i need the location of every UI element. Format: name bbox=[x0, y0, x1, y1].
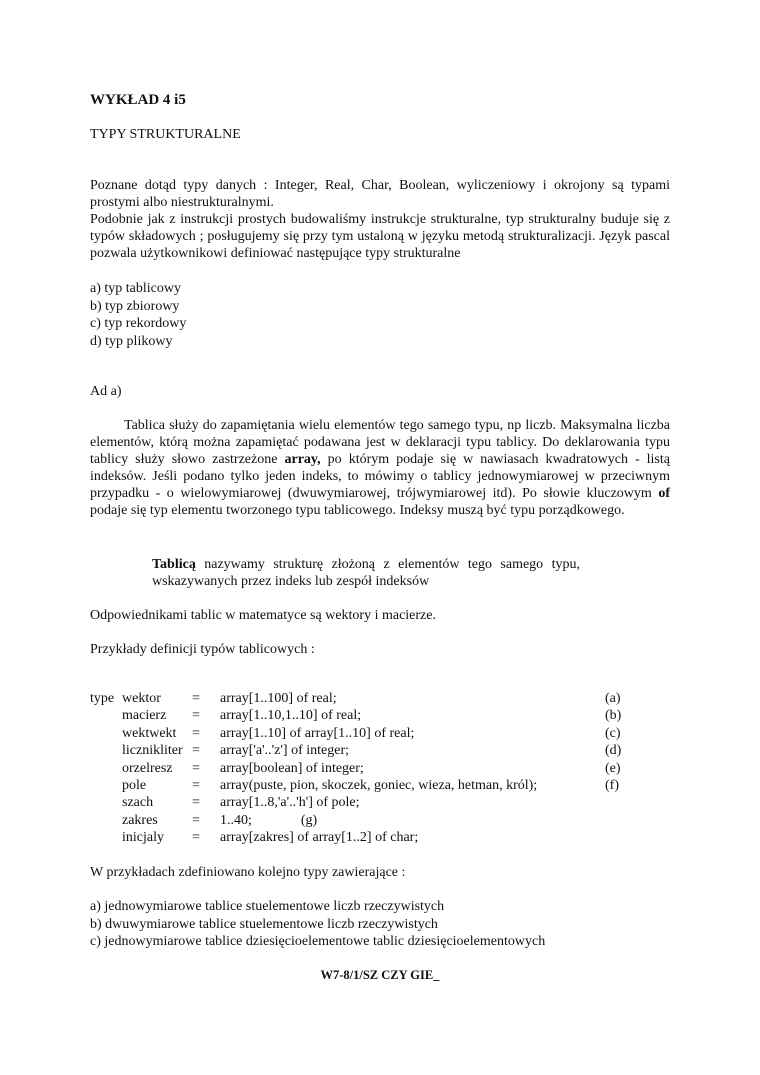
keyword-array: array, bbox=[284, 452, 321, 467]
code-row: licznikliter = array['a'..'z'] of integer; (d) bbox=[122, 743, 622, 759]
code-row: type wektor = array[1..100] of real; (a) bbox=[90, 691, 621, 706]
types-list bbox=[90, 280, 186, 350]
list-item: b) typ zbiorowy bbox=[90, 298, 180, 314]
code-row: orzelresz = array[boolean] of integer; (e) bbox=[122, 760, 621, 776]
page-title: WYKŁAD 4 i5 bbox=[90, 92, 186, 108]
contains-heading: W przykładach zdefiniowano kolejno typy zawierające : bbox=[90, 865, 406, 880]
list-item: c) jednowymiarowe tablice dziesięcioelementowe tablic dziesięcioelementowych bbox=[90, 934, 546, 949]
definition-box bbox=[152, 556, 580, 590]
list-item: a) typ tablicowy bbox=[90, 281, 181, 296]
list-item: c) typ rekordowy bbox=[90, 316, 187, 331]
list-item: d) typ plikowy bbox=[90, 333, 173, 349]
code-row: macierz = array[1..10,1..10] of real; (b) bbox=[122, 708, 622, 724]
type-keyword: type bbox=[90, 691, 115, 706]
intro-paragraph-2: Podobnie jak z instrukcji prostych budowaliśmy instrukcje strukturalne, typ strukturalny buduje się z typów składowych ; posługujemy się przy tym ustaloną w języku metodą strukturalizacji. Język pascal pozwala użytkownikowi definiować następujące typy strukturalne bbox=[90, 212, 670, 261]
examples-heading: Przykłady definicji typów tablicowych : bbox=[90, 642, 315, 657]
definition-term: Tablicą bbox=[152, 557, 196, 572]
body-text: po którym podaje się w nawiasach kwadratowych - listą indeksów. Jeśli podano tylko jeden indeks, to mówimy o tablicy jednowymiarowej w przeciwnym przypadku - o wielowymiarowej (dwuwymiarowej, trójwymiarowej itd). Po słowie kluczowym bbox=[90, 452, 670, 501]
section-a-heading: Ad a) bbox=[90, 384, 122, 399]
code-row: zakres = 1..40; (g) bbox=[122, 812, 318, 828]
body-text: podaje się typ elementu tworzonego typu tablicowego. Indeksy muszą być typu porządkowego. bbox=[90, 503, 625, 518]
contains-list bbox=[90, 898, 545, 951]
page-footer: W7-8/1/SZ CZY GIE_ bbox=[320, 968, 440, 982]
list-item: a) jednowymiarowe tablice stuelementowe liczb rzeczywistych bbox=[90, 899, 445, 914]
math-note: Odpowiednikami tablic w matematyce są wektory i macierze. bbox=[90, 608, 436, 623]
body-text: Tablica służy do zapamiętania wielu elementów tego samego typu, np liczb. Maksymalna liczba elementów, którą można zapamiętać podawana jest w deklaracji typu tablicy. Do deklarowania typu tablicy służy słowo zastrzeżone bbox=[90, 418, 670, 467]
intro-paragraph-1: Poznane dotąd typy danych : Integer, Real, Char, Boolean, wyliczeniowy i okrojony są typami prostymi albo niestrukturalnymi. bbox=[90, 178, 670, 210]
definition-text: nazywamy strukturę złożoną z elementów tego samego typu, wskazywanych przez indeks lub zespół indeksów bbox=[152, 557, 580, 589]
code-row: szach = array[1..8,'a'..'h'] of pole; bbox=[122, 795, 360, 811]
array-description-paragraph bbox=[90, 417, 670, 519]
keyword-of: of bbox=[658, 486, 670, 501]
code-row: inicjaly = array[zakres] of array[1..2] of char; bbox=[122, 830, 419, 846]
code-row: pole = array(puste, pion, skoczek, goniec, wieza, hetman, król); (f) bbox=[122, 777, 619, 793]
section-heading: TYPY STRUKTURALNE bbox=[90, 127, 241, 142]
list-item: b) dwuwymiarowe tablice stuelementowe liczb rzeczywistych bbox=[90, 916, 438, 932]
code-row: wektwekt = array[1..10] of array[1..10] of real; (c) bbox=[122, 725, 621, 741]
type-definitions-code bbox=[90, 690, 630, 847]
